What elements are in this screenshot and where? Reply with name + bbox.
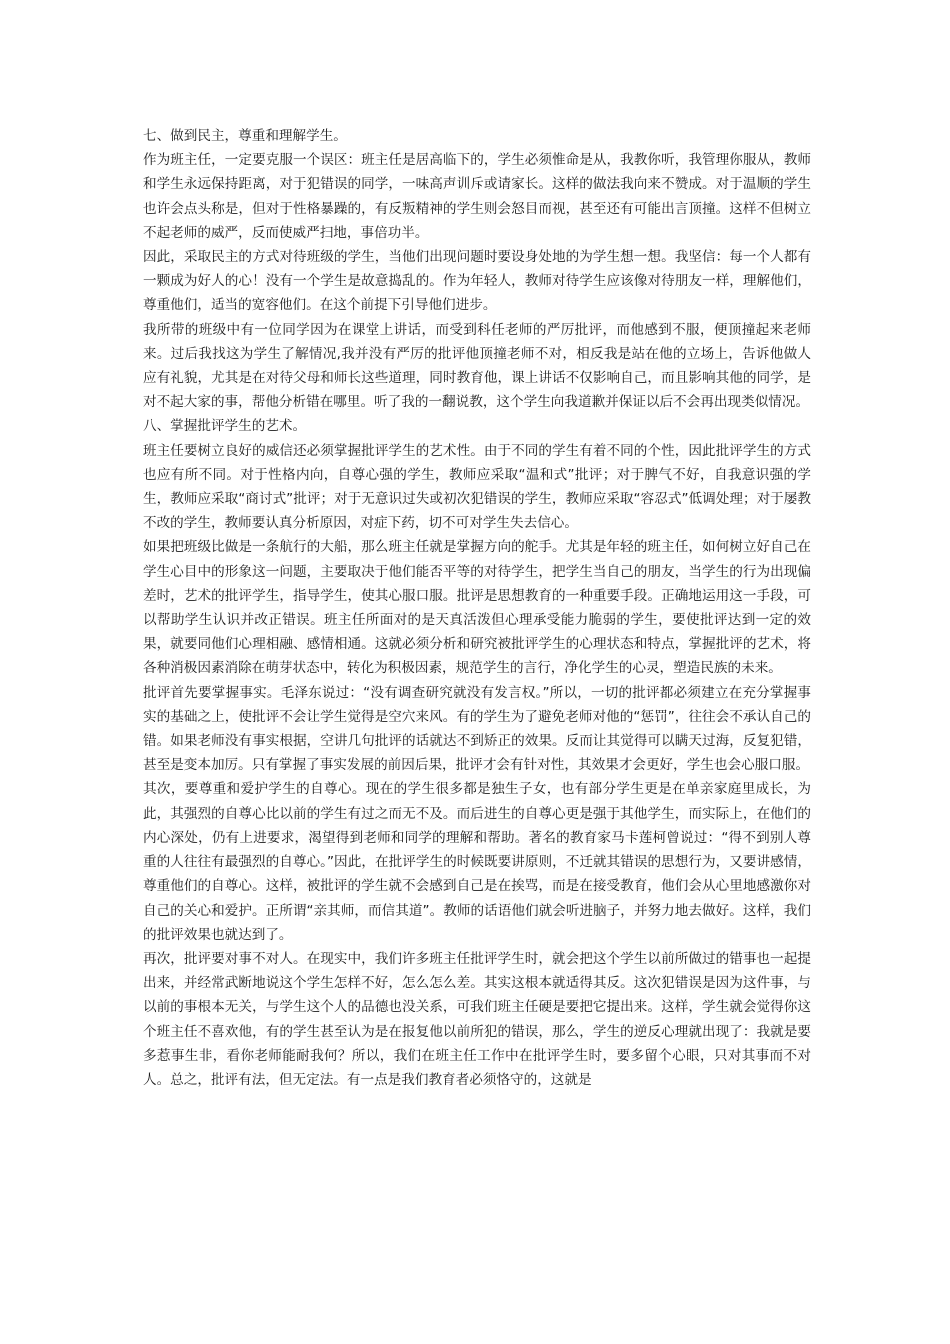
paragraph: 班主任要树立良好的威信还必须掌握批评学生的艺术性。由于不同的学生有着不同的个性，因此批评学生的方式也应有所不同。对于性格内向，自尊心强的学生，教师应采取“温和式”批评；对于脾气不好，自我意识强的学生，教师应采取“商讨式”批评；对于无意识过失或初次犯错误的学生，教师应采取“容忍式”低调处理；对于屡教不改的学生，教师要认真分析原因，对症下药，切不可对学生失去信心。 xyxy=(143,442,811,532)
paragraph: 作为班主任，一定要克服一个误区：班主任是居高临下的，学生必须惟命是从，我教你听，我管理你服从，教师和学生永远保持距离，对于犯错误的同学，一味高声训斥或请家长。这样的做法我向来不赞成。对于温顺的学生也许会点头称是，但对于性格暴躁的，有反叛精神的学生则会怒目而视，甚至还有可能出言顶撞。这样不但树立不起老师的威严，反而使威严扫地，事倍功半。 xyxy=(143,152,811,241)
document-body xyxy=(143,124,811,1092)
paragraph: 如果把班级比做是一条航行的大船，那么班主任就是掌握方向的舵手。尤其是年轻的班主任，如何树立好自己在学生心目中的形象这一问题，主要取决于他们能否平等的对待学生，把学生当自己的朋友，当学生的行为出现偏差时，艺术的批评学生，指导学生，使其心服口服。批评是思想教育的一种重要手段。正确地运用这一手段，可以帮助学生认识并改正错误。班主任所面对的是天真活泼但心理承受能力脆弱的学生，要使批评达到一定的效果，就要同他们心理相融、感情相通。这就必须分析和研究被批评学生的心理状态和特点，掌握批评的艺术，将各种消极因素消除在萌芽状态中，转化为积极因素，规范学生的言行，净化学生的心灵，塑造民族的未来。 xyxy=(143,539,811,677)
section-heading-7: 七、做到民主，尊重和理解学生。 xyxy=(143,128,347,144)
paragraph: 其次，要尊重和爱护学生的自尊心。现在的学生很多都是独生子女，也有部分学生更是在单亲家庭里成长，为此，其强烈的自尊心比以前的学生有过之而无不及。而后进生的自尊心更是强于其他学生，而实际上，在他们的内心深处，仍有上进要求，渴望得到老师和同学的理解和帮助。著名的教育家马卡莲柯曾说过：“得不到别人尊重的人往往有最强烈的自尊心。”因此，在批评学生的时候既要讲原则，不迁就其错误的思想行为，又要讲感情，尊重他们的自尊心。这样，被批评的学生就不会感到自己是在挨骂，而是在接受教育，他们会从心里地感激你对自己的关心和爱护。正所谓“亲其师，而信其道”。教师的话语他们就会听进脑子，并努力地去做好。这样，我们的批评效果也就达到了。 xyxy=(143,781,811,943)
paragraph: 因此，采取民主的方式对待班级的学生，当他们出现问题时要设身处地的为学生想一想。我坚信：每一个人都有一颗成为好人的心！没有一个学生是故意捣乱的。作为年轻人，教师对待学生应该像对待朋友一样，理解他们，尊重他们，适当的宽容他们。在这个前提下引导他们进步。 xyxy=(143,249,811,314)
paragraph: 再次，批评要对事不对人。在现实中，我们许多班主任批评学生时，就会把这个学生以前所做过的错事也一起提出来，并经常武断地说这个学生怎样不好，怎么怎么差。其实这根本就适得其反。这次犯错误是因为这件事，与以前的事根本无关，与学生这个人的品德也没关系，可我们班主任硬是要把它提出来。这样，学生就会觉得你这个班主任不喜欢他，有的学生甚至认为是在报复他以前所犯的错误，那么，学生的逆反心理就出现了：我就是要多惹事生非，看你老师能耐我何？所以，我们在班主任工作中在批评学生时，要多留个心眼，只对其事而不对人。总之，批评有法，但无定法。有一点是我们教育者必须恪守的，这就是 xyxy=(143,950,811,1088)
section-heading-8: 八、掌握批评学生的艺术。 xyxy=(143,418,307,435)
paragraph: 批评首先要掌握事实。毛泽东说过：“没有调查研究就没有发言权。”所以，一切的批评都必须建立在充分掌握事实的基础之上，使批评不会让学生觉得是空穴来风。有的学生为了避免老师对他的“惩罚”，往往会不承认自己的错。如果老师没有事实根据，空讲几句批评的话就达不到矫正的效果。反而让其觉得可以瞒天过海，反复犯错，甚至是变本加厉。只有掌握了事实发展的前因后果，批评才会有针对性，其效果才会更好，学生也会心服口服。 xyxy=(143,684,811,774)
paragraph: 我所带的班级中有一位同学因为在课堂上讲话，而受到科任老师的严厉批评，而他感到不服，便顶撞起来老师来。过后我找这为学生了解情况,我并没有严厉的批评他顶撞老师不对，相反我是站在他的立场上，告诉他做人应有礼貌，尤其是在对待父母和师长这些道理，同时教育他，课上讲话不仅影响自己，而且影响其他的同学，是对不起大家的事，帮他分析错在哪里。听了我的一翻说教，这个学生向我道歉并保证以后不会再出现类似情况。 xyxy=(143,321,811,411)
